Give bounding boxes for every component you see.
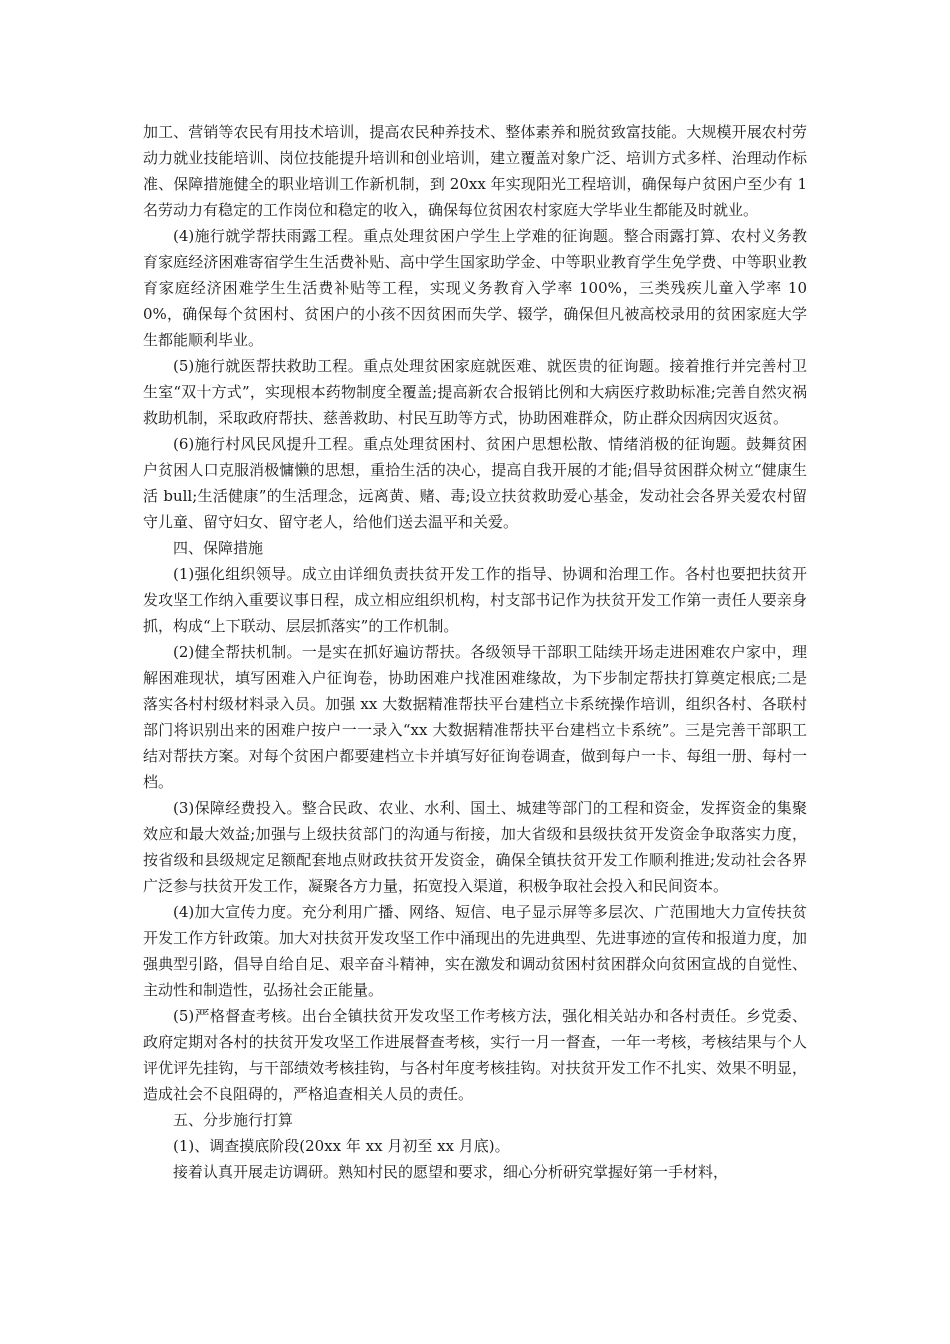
- document-body: [143, 119, 807, 1185]
- paragraph-training: 加工、营销等农民有用技术培训，提高农民种养技术、整体素养和脱贫致富技能。大规模开展农村劳动力就业技能培训、岗位技能提升培训和创业培训，建立覆盖对象广泛、培训方式多样、治理动作标准、保障措施健全的职业培训工作新机制，到 20xx 年实现阳光工程培训，确保每户贫困户至少有 1 名劳动力有稳定的工作岗位和稳定的收入，确保每位贫困农村家庭大学毕业生都能及时就业。: [143, 123, 807, 219]
- paragraph-survey-stage: (1)、调查摸底阶段(20xx 年 xx 月初至 xx 月底)。: [173, 1137, 510, 1155]
- paragraph-education-aid: (4)施行就学帮扶雨露工程。重点处理贫困户学生上学难的征询题。整合雨露打算、农村义务教育家庭经济困难寄宿学生生活费补贴、高中学生国家助学金、中等职业教育学生免学费、中等职业教育家庭经济困难学生生活费补贴等工程，实现义务教育入学率 100%，三类残疾儿童入学率 100%，确保每个贫困村、贫困户的小孩不因贫困而失学、辍学，确保但凡被高校录用的贫困家庭大学生都能顺利毕业。: [143, 227, 807, 349]
- paragraph-supervision: (5)严格督查考核。出台全镇扶贫开发攻坚工作考核方法，强化相关站办和各村责任。乡党委、政府定期对各村的扶贫开发攻坚工作进展督查考核，实行一月一督查，一年一考核，考核结果与个人评优评先挂钩，与干部绩效考核挂钩，与各村年度考核挂钩。对扶贫开发工作不扎实、效果不明显，造成社会不良阻碍的，严格追查相关人员的责任。: [143, 1007, 807, 1103]
- paragraph-assistance-mechanism: (2)健全帮扶机制。一是实在抓好遍访帮扶。各级领导干部职工陆续开场走进困难农户家中，理解困难现状，填写困难入户征询卷，协助困难户找准困难缘故，为下步制定帮扶打算奠定根底;二是落实各村村级材料录入员。加强 xx 大数据精准帮扶平台建档立卡系统操作培训，组织各村、各联村部门将识别出来的困难户按户一一录入“xx 大数据精准帮扶平台建档立卡系统”。三是完善干部职工结对帮扶方案。对每个贫困户都要建档立卡并填写好征询卷调查，做到每户一卡、每组一册、每村一档。: [143, 643, 807, 791]
- paragraph-research: 接着认真开展走访调研。熟知村民的愿望和要求，细心分析研究掌握好第一手材料，: [173, 1163, 729, 1181]
- paragraph-funding: (3)保障经费投入。整合民政、农业、水利、国土、城建等部门的工程和资金，发挥资金的集聚效应和最大效益;加强与上级扶贫部门的沟通与衔接，加大省级和县级扶贫开发资金争取落实力度，按省级和县级规定足额配套地点财政扶贫开发资金，确保全镇扶贫开发工作顺利推进;发动社会各界广泛参与扶贫开发工作，凝聚各方力量，拓宽投入渠道，积极争取社会投入和民间资本。: [143, 799, 807, 895]
- paragraph-publicity: (4)加大宣传力度。充分利用广播、网络、短信、电子显示屏等多层次、广范围地大力宣传扶贫开发工作方针政策。加大对扶贫开发攻坚工作中涌现出的先进典型、先进事迹的宣传和报道力度，加强典型引路，倡导自给自足、艰辛奋斗精神，实在激发和调动贫困村贫困群众向贫困宣战的自觉性、主动性和制造性，弘扬社会正能量。: [143, 903, 807, 999]
- section-heading-implementation-plan: 五、分步施行打算: [173, 1111, 294, 1129]
- paragraph-medical-aid: (5)施行就医帮扶救助工程。重点处理贫困家庭就医难、就医贵的征询题。接着推行并完善村卫生室“双十方式”，实现根本药物制度全覆盖;提高新农合报销比例和大病医疗救助标准;完善自然灾祸救助机制，采取政府帮扶、慈善救助、村民互助等方式，协助困难群众，防止群众因病因灾返贫。: [143, 357, 807, 427]
- section-heading-safeguards: 四、保障措施: [173, 539, 264, 557]
- paragraph-village-customs: (6)施行村风民风提升工程。重点处理贫困村、贫困户思想松散、情绪消极的征询题。鼓舞贫困户贫困人口克服消极慵懒的思想，重拾生活的决心，提高自我开展的才能;倡导贫困群众树立“健康生活 bull;生活健康”的生活理念，远离黄、赌、毒;设立扶贫救助爱心基金，发动社会各界关爱农村留守儿童、留守妇女、留守老人，给他们送去温平和关爱。: [143, 435, 807, 531]
- paragraph-organization-leadership: (1)强化组织领导。成立由详细负责扶贫开发工作的指导、协调和治理工作。各村也要把扶贫开发攻坚工作纳入重要议事日程，成立相应组织机构，村支部书记作为扶贫开发工作第一责任人要亲身抓，构成“上下联动、层层抓落实”的工作机制。: [143, 565, 807, 635]
